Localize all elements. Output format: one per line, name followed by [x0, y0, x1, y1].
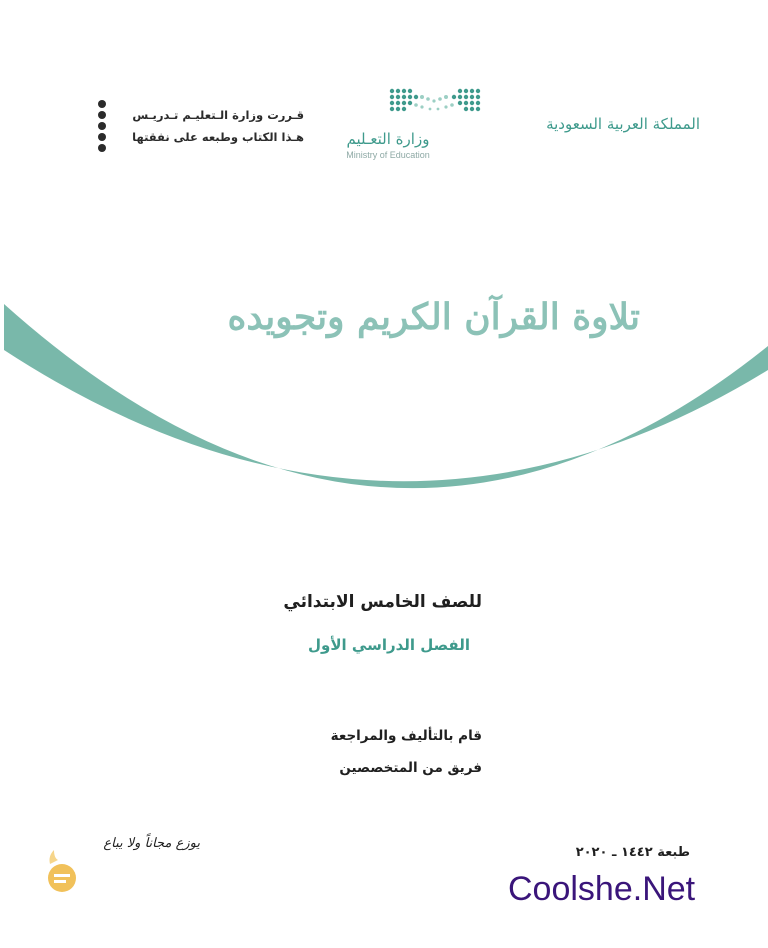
- decree-line-1: قـررت وزارة الـتعليـم تـدريـس: [132, 108, 304, 122]
- free-distribution-note: يوزع مجاناً ولا يباع: [103, 836, 200, 851]
- decree-statement: [98, 100, 318, 156]
- ministry-name-arabic: وزارة التعـليم: [346, 130, 430, 148]
- grade-label: للصف الخامس الابتدائي: [283, 592, 482, 612]
- team-label: فريق من المتخصصين: [339, 760, 482, 776]
- book-title: تلاوة القرآن الكريم وتجويده: [227, 296, 640, 338]
- watermark-text: Coolshe.Net: [508, 870, 696, 908]
- flame-logo-icon: [40, 848, 86, 896]
- decree-line-2: هـذا الكتاب وطبعه على نفقتها: [132, 130, 304, 144]
- decree-bullet-dots: [98, 100, 110, 155]
- kingdom-name: المملكة العربية السعودية: [546, 115, 700, 133]
- authored-by-label: قام بالتأليف والمراجعة: [330, 728, 482, 744]
- ministry-name-english: Ministry of Education: [346, 150, 430, 160]
- edition-label: طبعة ١٤٤٢ ـ ٢٠٢٠: [575, 845, 690, 860]
- semester-label: الفصل الدراسي الأول: [308, 636, 470, 654]
